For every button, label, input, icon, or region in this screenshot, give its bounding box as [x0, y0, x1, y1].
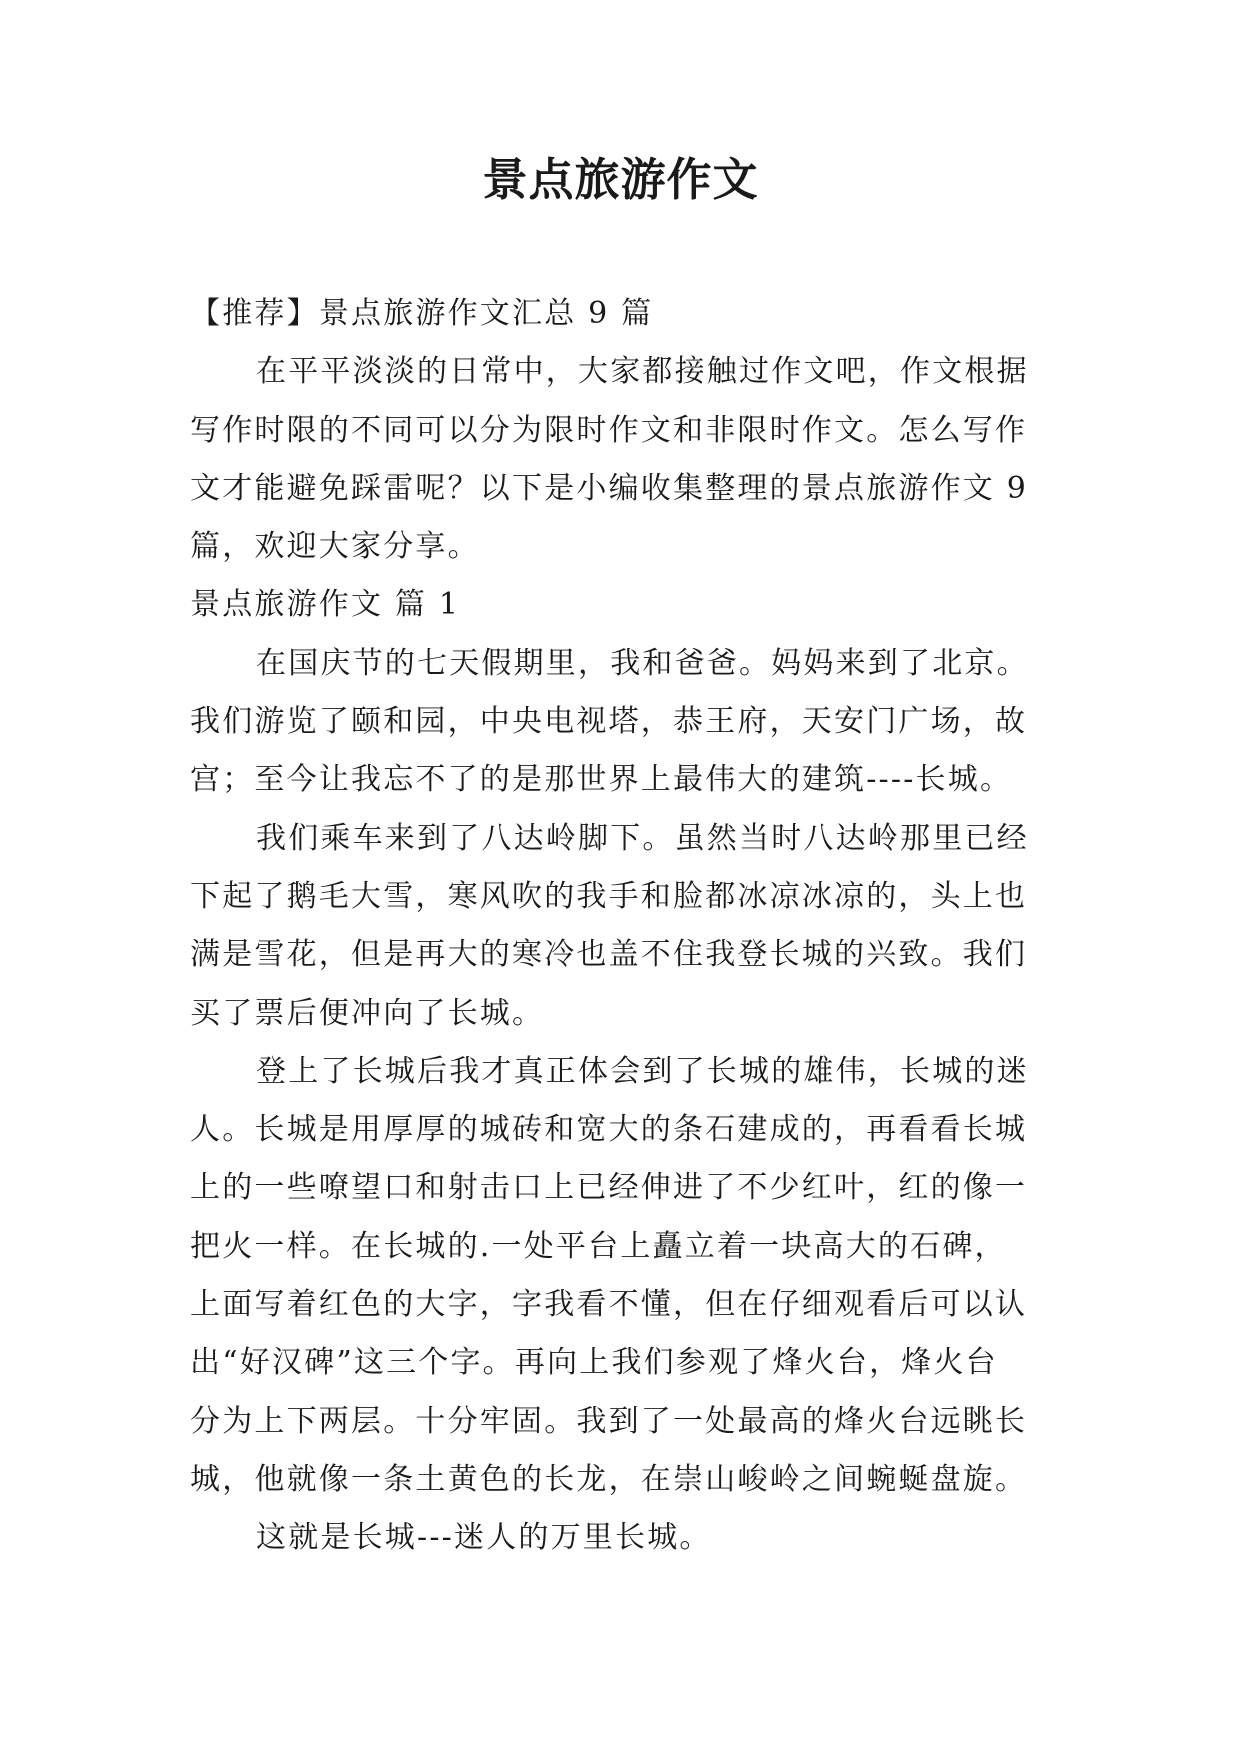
text-line: 文才能避免踩雷呢？以下是小编收集整理的景点旅游作文 9	[190, 470, 1029, 506]
text-line: 写作时限的不同可以分为限时作文和非限时作文。怎么写作	[190, 412, 1028, 448]
text-line: 我们乘车来到了八达岭脚下。虽然当时八达岭那里已经	[256, 820, 1029, 856]
text-line: 上的一些嘹望口和射击口上已经伸进了不少红叶，红的像一	[190, 1170, 1028, 1206]
text-line: 出“好汉碑”这三个字。再向上我们参观了烽火台，烽火台	[190, 1345, 998, 1381]
text-line: 买了票后便冲向了长城。	[190, 995, 545, 1031]
text-line: 满是雪花，但是再大的寒冷也盖不住我登长城的兴致。我们	[190, 937, 1028, 973]
text-line: 登上了长城后我才真正体会到了长城的雄伟，长城的迷	[256, 1053, 1029, 1089]
text-line: 在平平淡淡的日常中，大家都接触过作文吧，作文根据	[256, 354, 1029, 390]
text-line: 我们游览了颐和园，中央电视塔，恭王府，天安门广场，故	[190, 704, 1028, 740]
text-line: 这就是长城---迷人的万里长城。	[256, 1520, 712, 1556]
text-line: 城，他就像一条土黄色的长龙，在崇山峻岭之间蜿蜒盘旋。	[190, 1461, 1028, 1497]
text-line: 【推荐】景点旅游作文汇总 9 篇	[190, 296, 654, 331]
text-line: 把火一样。在长城的.一处平台上矗立着一块高大的石碑，	[190, 1228, 1007, 1264]
page-title: 景点旅游作文	[482, 153, 759, 206]
text-line: 下起了鹅毛大雪，寒风吹的我手和脸都冰凉冰凉的，头上也	[190, 878, 1028, 914]
text-line: 上面写着红色的大字，字我看不懂，但在仔细观看后可以认	[190, 1287, 1028, 1323]
text-line: 分为上下两层。十分牢固。我到了一处最高的烽火台远眺长	[190, 1403, 1028, 1439]
text-line: 人。长城是用厚厚的城砖和宽大的条石建成的，再看看长城	[190, 1112, 1028, 1148]
text-line: 宫；至今让我忘不了的是那世界上最伟大的建筑----长城。	[190, 762, 1013, 798]
document-body	[190, 285, 1070, 1568]
section-heading: 景点旅游作文 篇 1	[190, 587, 461, 623]
text-line: 在国庆节的七天假期里，我和爸爸。妈妈来到了北京。	[256, 645, 1029, 681]
text-line: 篇，欢迎大家分享。	[190, 529, 480, 565]
